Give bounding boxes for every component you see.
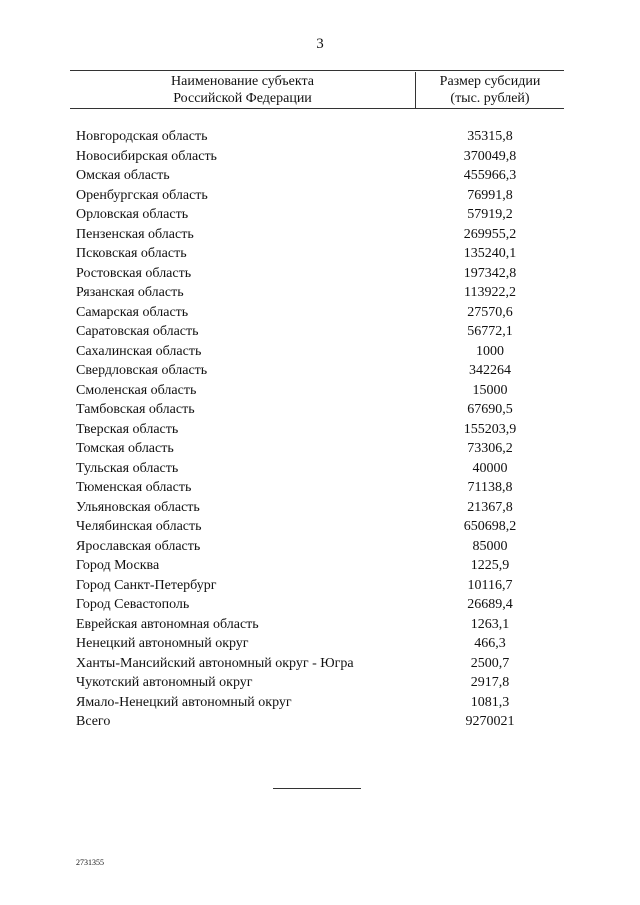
table-row [0,693,640,713]
subsidy-amount: 2500,7 [470,655,510,671]
subject-name: Чукотский автономный округ [76,675,253,690]
subsidy-amount: 1081,3 [470,694,510,710]
subject-name: Город Москва [76,558,160,573]
subject-name: Ростовская область [76,265,192,281]
header-bottom-rule [70,108,564,109]
subject-name: Тамбовская область [76,402,195,417]
subsidy-amount: 26689,4 [467,597,513,612]
table-row [0,459,640,479]
subject-name: Оренбургская область [76,187,208,203]
subject-name: Свердловская область [76,363,208,378]
table-row [0,205,640,225]
subsidy-amount: 21367,8 [467,499,513,515]
subject-name: Тверская область [76,421,179,437]
subsidy-amount: 76991,8 [467,187,513,203]
table-row [0,225,640,245]
subsidy-amount: 73306,2 [467,441,513,456]
subject-name: Ярославская область [76,538,201,554]
page-number: 3 [316,36,324,52]
subsidy-amount: 455966,3 [463,168,517,183]
subject-name: Новосибирская область [76,148,217,164]
subsidy-amount: 67690,5 [467,402,513,417]
subject-header-line1: Наименование субъекта [171,74,314,89]
subject-name: Самарская область [76,304,189,320]
table-row [0,673,640,693]
subject-name: Сахалинская область [76,343,202,359]
subsidy-amount: 1000 [476,343,504,359]
table-body [0,127,640,732]
amount-header-line1: Размер субсидии [439,74,541,89]
table-row [0,420,640,440]
subject-name: Всего [76,714,111,729]
subsidy-amount: 2917,8 [470,675,510,690]
table-row [0,342,640,362]
table-row [0,654,640,674]
header-top-rule [70,70,564,71]
subject-name: Город Севастополь [76,597,190,612]
subsidy-amount: 57919,2 [467,207,513,222]
subsidy-amount: 10116,7 [467,577,513,593]
table-row [0,439,640,459]
table-header [70,70,564,110]
subsidy-amount: 342264 [469,363,511,378]
table-row [0,322,640,342]
subsidy-amount: 40000 [472,460,508,476]
subject-name: Еврейская автономная область [76,616,259,632]
table-row [0,537,640,557]
subsidy-amount: 197342,8 [463,265,517,281]
subsidy-amount: 269955,2 [463,226,517,242]
table-row [0,712,640,732]
amount-column-header [416,73,564,107]
subject-column-header [70,73,415,107]
subject-name: Псковская область [76,246,187,261]
table-row [0,381,640,401]
subsidy-amount: 370049,8 [463,148,517,164]
table-row [0,186,640,206]
subsidy-amount: 1263,1 [470,616,510,632]
subject-name: Омская область [76,168,170,183]
table-row [0,127,640,147]
subject-name: Саратовская область [76,324,199,339]
table-row [0,361,640,381]
subsidy-amount: 113922,2 [464,285,516,300]
subsidy-amount: 85000 [472,538,508,554]
table-row [0,303,640,323]
document-code: 2731355 [76,858,104,867]
subsidy-amount: 155203,9 [463,421,517,437]
table-row [0,244,640,264]
subject-name: Челябинская область [76,519,202,534]
subject-name: Город Санкт-Петербург [76,577,217,593]
table-row [0,615,640,635]
subsidy-amount: 650698,2 [463,519,517,534]
subject-name: Тульская область [76,460,179,476]
subsidy-amount: 35315,8 [467,129,513,144]
subject-name: Смоленская область [76,382,197,398]
end-separator-line [273,788,361,789]
table-row [0,556,640,576]
table-row [0,400,640,420]
subsidy-amount: 135240,1 [463,246,517,261]
subject-name: Тюменская область [76,480,192,495]
table-row [0,166,640,186]
subject-header-line2: Российской Федерации [173,91,312,106]
table-row [0,264,640,284]
subsidy-amount: 15000 [472,382,508,398]
table-row [0,147,640,167]
table-row [0,498,640,518]
subsidy-amount: 9270021 [465,714,515,729]
table-row [0,478,640,498]
subject-name: Новгородская область [76,129,208,144]
table-row [0,283,640,303]
subsidy-amount: 466,3 [474,636,506,651]
subject-name: Ямало-Ненецкий автономный округ [76,694,292,710]
subject-name: Рязанская область [76,285,184,300]
subsidy-amount: 1225,9 [470,558,510,573]
table-row [0,517,640,537]
subject-name: Ульяновская область [76,499,200,515]
subject-name: Ханты-Мансийский автономный округ - Югра [76,655,354,671]
table-row [0,634,640,654]
subsidy-amount: 56772,1 [467,324,513,339]
subsidy-amount: 27570,6 [467,304,513,320]
subject-name: Пензенская область [76,226,194,242]
subject-name: Орловская область [76,207,189,222]
subject-name: Томская область [76,441,174,456]
subject-name: Ненецкий автономный округ [76,636,249,651]
subsidy-amount: 71138,8 [467,480,513,495]
amount-header-line2: (тыс. рублей) [450,91,530,106]
table-row [0,576,640,596]
table-row [0,595,640,615]
